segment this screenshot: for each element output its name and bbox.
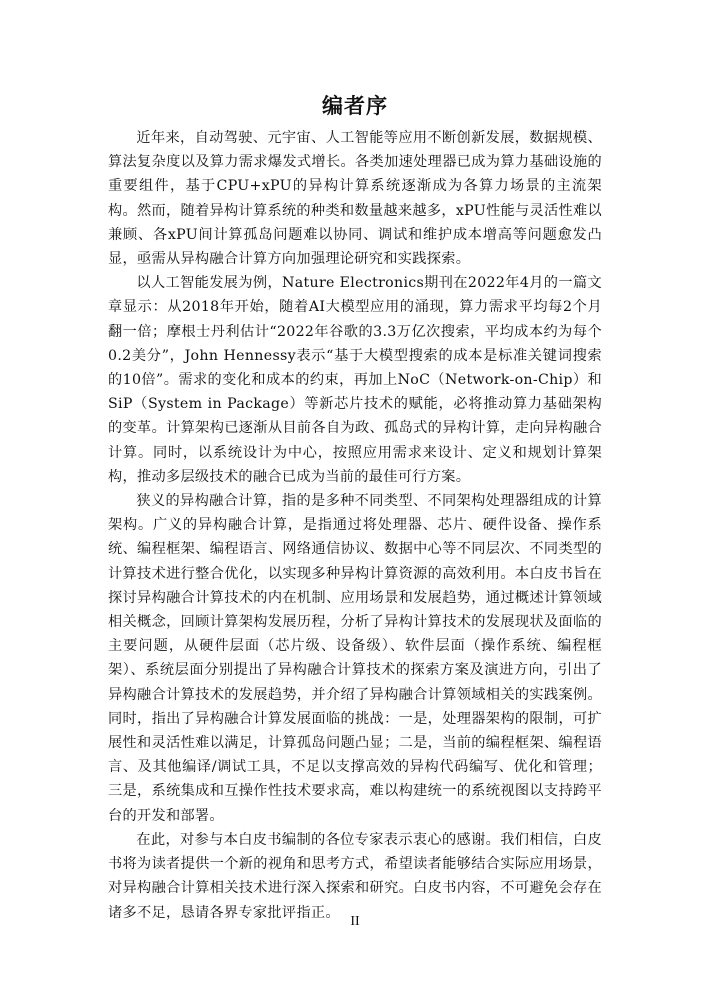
page-title: 编者序 bbox=[322, 94, 388, 118]
preface-body bbox=[108, 126, 602, 925]
paragraph-4: 在此，对参与本白皮书编制的各位专家表示衷心的感谢。我们相信，白皮书将为读者提供一个新的视角和思考方式，希望读者能够结合实际应用场景，对异构融合计算相关技术进行深入探索和研究。白皮书内容，不可避免会存在诸多不足，恳请各界专家批评指正。 bbox=[108, 831, 602, 921]
paragraph-3: 狭义的异构融合计算，指的是多种不同类型、不同架构处理器组成的计算架构。广义的异构融合计算，是指通过将处理器、芯片、硬件设备、操作系统、编程框架、编程语言、网络通信协议、数据中心等不同层次、不同类型的计算技术进行整合优化，以实现多种异构计算资源的高效利用。本白皮书旨在探讨异构融合计算技术的内在机制、应用场景和发展趋势，通过概述计算领域相关概念，回顾计算架构发展历程，分析了异构计算技术的发展现状及面临的主要问题，从硬件层面（芯片级、设备级）、软件层面（操作系统、编程框架）、系统层面分别提出了异构融合计算技术的探索方案及演进方向，引出了异构融合计算技术的发展趋势，并介绍了异构融合计算领域相关的实践案例。同时，指出了异构融合计算发展面临的挑战：一是，处理器架构的限制，可扩展性和灵活性难以满足，计算孤岛问题凸显；二是，当前的编程框架、编程语言、及其他编译/调试工具，不足以支撑高效的异构代码编写、优化和管理；三是，系统集成和互操作性技术要求高，难以构建统一的系统视图以支持跨平台的开发和部署。 bbox=[108, 493, 602, 824]
paragraph-2: 以人工智能发展为例，Nature Electronics期刊在2022年4月的一篇文章显示：从2018年开始，随着AI大模型应用的涌现，算力需求平均每2个月翻一倍；摩根士丹利估计“2022年谷歌的3.3万亿次搜索，平均成本约为每个0.2美分”，John Hennessy表示“基于大模型搜索的成本是标准关键词搜索的10倍”。需求的变化和成本的约束，再加上NoC（Network-on-Chip）和SiP（System in Package）等新芯片技术的赋能，必将推动算力基础架构的变革。计算架构已逐渐从目前各自为政、孤岛式的异构计算，走向异构融合计算。同时，以系统设计为中心，按照应用需求来设计、定义和规划计算架构，推动多层级技术的融合已成为当前的最佳可行方案。 bbox=[108, 275, 602, 485]
page-number: II bbox=[350, 914, 360, 929]
paragraph-1: 近年来，自动驾驶、元宇宙、人工智能等应用不断创新发展，数据规模、算法复杂度以及算力需求爆发式增长。各类加速处理器已成为算力基础设施的重要组件，基于CPU+xPU的异构计算系统逐渐成为各算力场景的主流架构。然而，随着异构计算系统的种类和数量越来越多，xPU性能与灵活性难以兼顾、各xPU间计算孤岛问题难以协同、调试和维护成本增高等问题愈发凸显，亟需从异构融合计算方向加强理论研究和实践探索。 bbox=[108, 130, 602, 268]
